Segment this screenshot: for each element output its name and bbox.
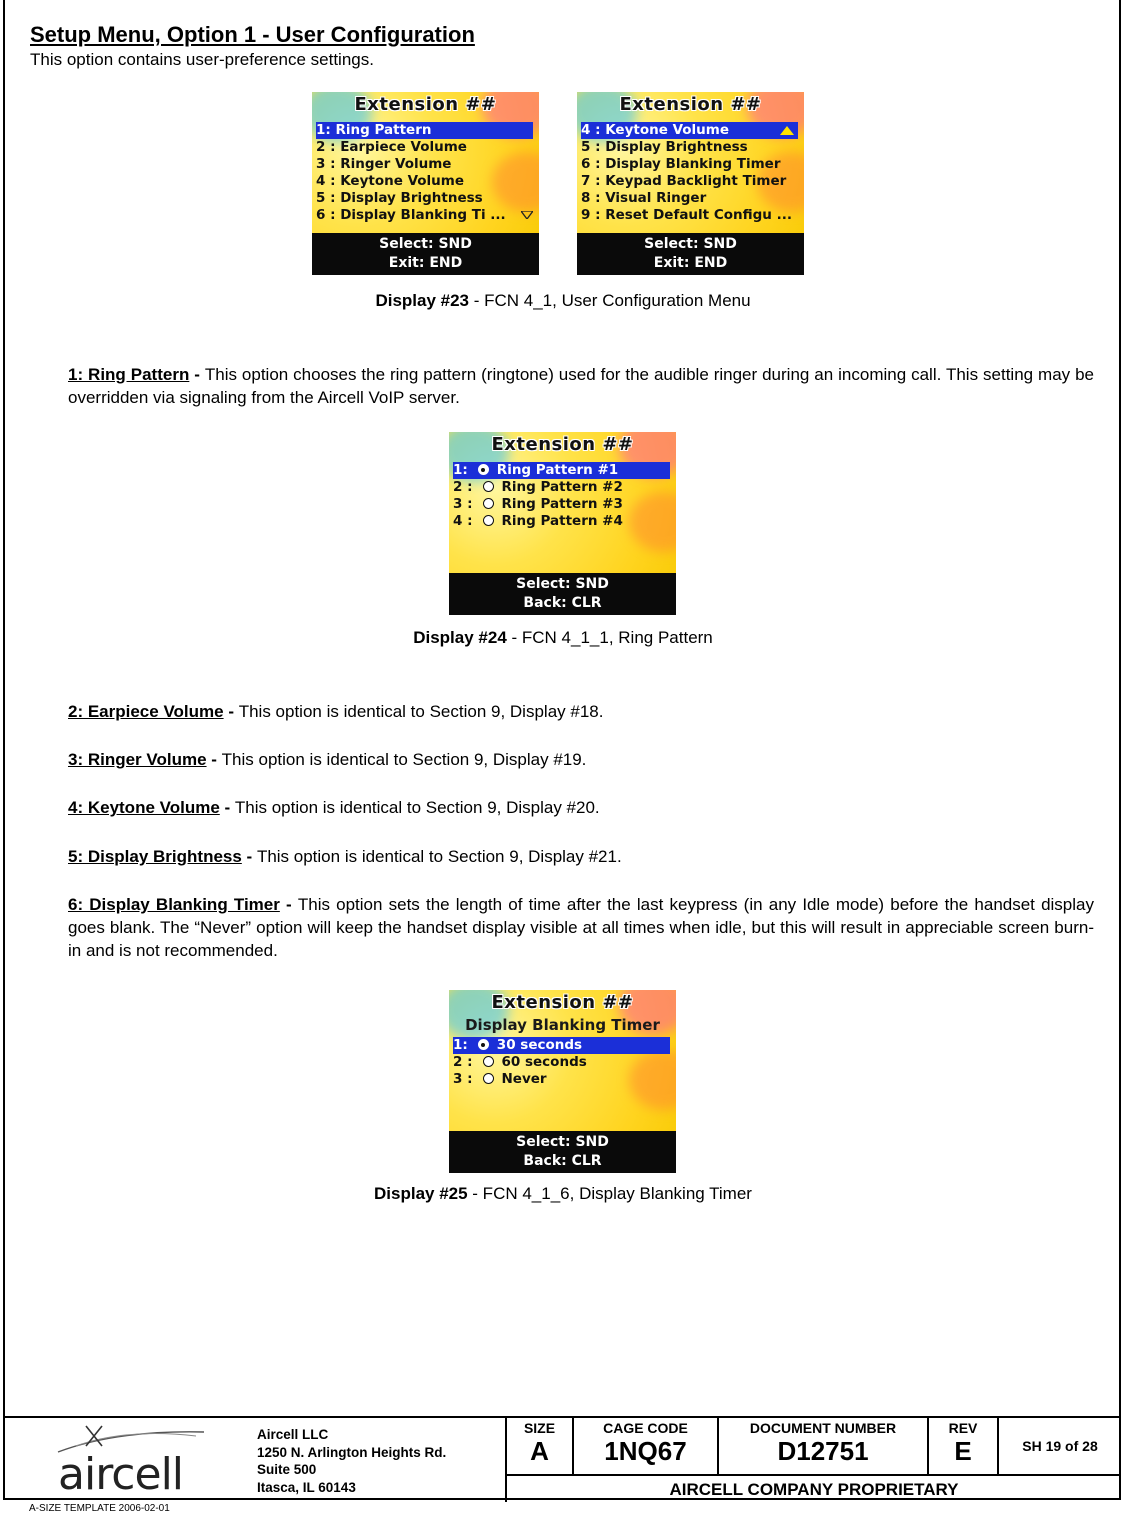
company-address: Aircell LLC 1250 N. Arlington Heights Rd. Suite 500 Itasca, IL 60143 (257, 1427, 447, 1495)
footer-select: Select: SND (516, 576, 609, 592)
scroll-down-icon (521, 211, 533, 219)
menu-item: 9 : Reset Default Configu ... (581, 207, 792, 223)
footer-back: Back: CLR (523, 595, 602, 611)
footer-select: Select: SND (379, 236, 472, 252)
template-label: A-SIZE TEMPLATE 2006-02-01 (29, 1503, 170, 1514)
menu-item: 6 : Display Blanking Timer (581, 156, 781, 172)
size-cell: SIZE A (523, 1420, 556, 1466)
menu-item: 1: Ring Pattern (316, 122, 533, 139)
scroll-up-icon (780, 126, 794, 135)
radio-option: 2 : Ring Pattern #2 (453, 479, 623, 495)
screen-subheader: Display Blanking Timer (465, 1016, 660, 1034)
radio-option: 2 : 60 seconds (453, 1054, 587, 1070)
display-25-screen (449, 990, 676, 1173)
radio-option: 1: Ring Pattern #1 (453, 462, 670, 479)
page-title: Setup Menu, Option 1 - User Configuration (30, 22, 475, 47)
menu-item: 6 : Display Blanking Ti ... (316, 207, 506, 223)
menu-item: 7 : Keypad Backlight Timer (581, 173, 787, 189)
aircell-logo-text: aircell (58, 1449, 184, 1500)
display-24-caption: Display #24 - FCN 4_1_1, Ring Pattern (413, 628, 713, 647)
display-24-screen (449, 432, 676, 615)
keytone-volume-description: 4: Keytone Volume - This option is identical to Section 9, Display #20. (68, 798, 600, 817)
ringer-volume-description: 3: Ringer Volume - This option is identical to Section 9, Display #19. (68, 750, 587, 769)
radio-selected-icon (478, 1039, 489, 1050)
proprietary-notice: AIRCELL COMPANY PROPRIETARY (669, 1480, 959, 1499)
revision-cell: REV E (948, 1420, 978, 1466)
radio-option: 4 : Ring Pattern #4 (453, 513, 623, 529)
screen-footer (312, 233, 539, 275)
document-number-cell: DOCUMENT NUMBER D12751 (749, 1420, 897, 1466)
footer-exit: Exit: END (653, 255, 728, 271)
display-23-screen-b (577, 92, 804, 275)
screen-header: Extension ## (491, 434, 634, 455)
display-25-caption: Display #25 - FCN 4_1_6, Display Blanking Timer (374, 1184, 752, 1203)
earpiece-volume-description: 2: Earpiece Volume - This option is identical to Section 9, Display #18. (68, 702, 604, 721)
radio-option: 3 : Never (453, 1071, 547, 1087)
cage-code-cell: CAGE CODE 1NQ67 (603, 1420, 688, 1466)
menu-item: 5 : Display Brightness (316, 190, 483, 206)
radio-option: 1: 30 seconds (453, 1037, 670, 1054)
menu-item: 3 : Ringer Volume (316, 156, 452, 172)
radio-empty-icon (483, 481, 494, 492)
screen-header: Extension ## (619, 94, 762, 115)
menu-item: 4 : Keytone Volume (316, 173, 465, 189)
display-blanking-description: 6: Display Blanking Timer - This option sets the length of time after the last keypress (in any Idle mode) before the handset display goes blank. The “Never” option will keep the handset display visible at all times when idle, but this will result in appreciable screen burn-in and is not recommended. (68, 895, 1094, 960)
display-23-screen-a (312, 92, 539, 275)
intro-text: This option contains user-preference settings. (30, 50, 374, 69)
ring-pattern-description: 1: Ring Pattern - This option chooses the ring pattern (ringtone) used for the audible ringer during an incoming call. This setting may be overridden via signaling from the Aircell VoIP server. (68, 365, 1094, 407)
menu-item: 2 : Earpiece Volume (316, 139, 467, 155)
radio-option: 3 : Ring Pattern #3 (453, 496, 623, 512)
display-23-caption: Display #23 - FCN 4_1, User Configuration Menu (375, 291, 751, 310)
radio-empty-icon (483, 515, 494, 526)
radio-empty-icon (483, 1056, 494, 1067)
radio-selected-icon (478, 464, 489, 475)
footer-exit: Exit: END (388, 255, 463, 271)
footer-back: Back: CLR (523, 1153, 602, 1169)
display-brightness-description: 5: Display Brightness - This option is identical to Section 9, Display #21. (68, 847, 622, 866)
menu-item: 8 : Visual Ringer (581, 190, 707, 206)
footer-select: Select: SND (644, 236, 737, 252)
screen-footer (449, 1131, 676, 1173)
sheet-number: SH 19 of 28 (1022, 1438, 1098, 1454)
radio-empty-icon (483, 1073, 494, 1084)
screen-footer (577, 233, 804, 275)
screen-header: Extension ## (354, 94, 497, 115)
footer-select: Select: SND (516, 1134, 609, 1150)
menu-item: 5 : Display Brightness (581, 139, 748, 155)
radio-empty-icon (483, 498, 494, 509)
screen-footer (449, 573, 676, 615)
screen-header: Extension ## (491, 992, 634, 1013)
menu-item: 4 : Keytone Volume (581, 122, 798, 139)
